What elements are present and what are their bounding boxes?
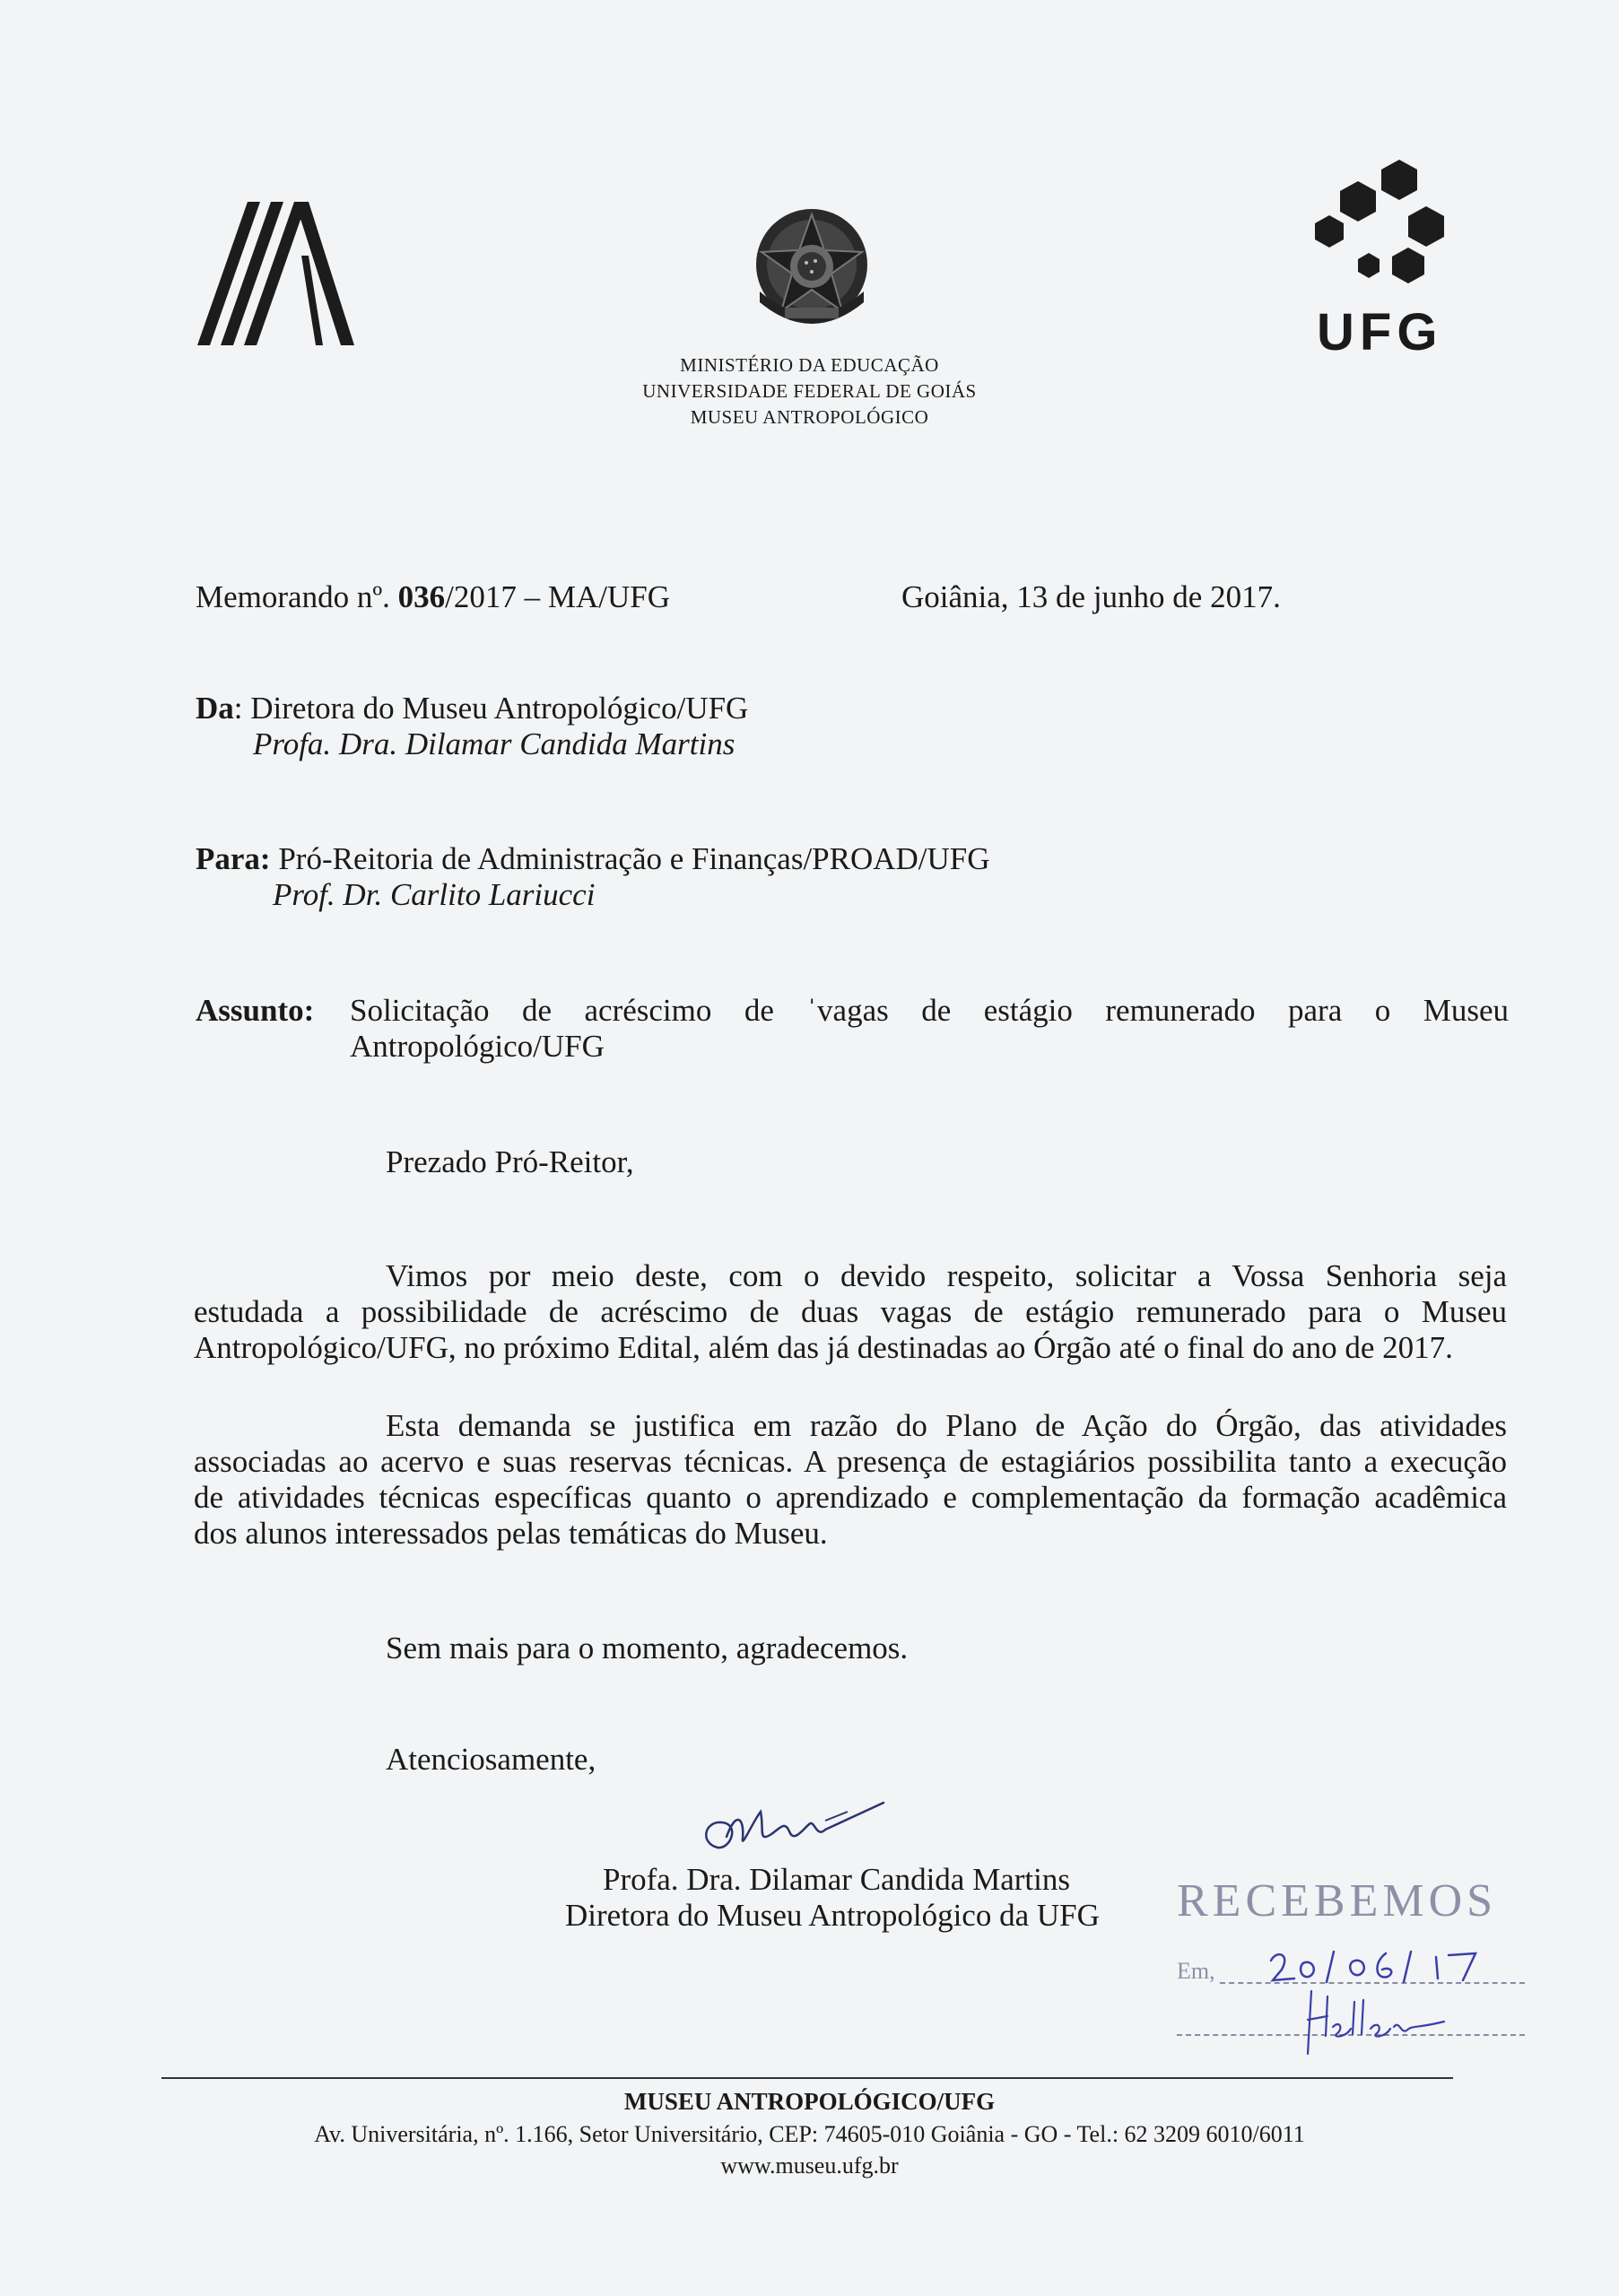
stamp-name-handwritten [1301, 1984, 1462, 2056]
stamp-date-handwritten [1260, 1944, 1511, 1989]
museum-line: MUSEU ANTROPOLÓGICO [690, 406, 929, 428]
subject-line-1: Solicitação de acréscimo de ˈvagas de estágio remunerado para o Museu [350, 993, 1509, 1028]
memo-number-suffix: /2017 – MA/UFG [445, 579, 671, 614]
brazil-coat-of-arms-emblem [749, 202, 875, 335]
museum-chevron-logo [197, 202, 354, 345]
to-unit: Pró-Reitoria de Administração e Finanças/PROAD/UFG [270, 841, 990, 876]
paragraph2-line-1: Esta demanda se justifica em razão do Plano de Ação do Órgão, das atividades [386, 1408, 1507, 1443]
regards: Atenciosamente, [386, 1742, 596, 1777]
ministry-line: MINISTÉRIO DA EDUCAÇÃO [680, 354, 939, 376]
to-person: Prof. Dr. Carlito Lariucci [273, 877, 596, 912]
ufg-logo-text: UFG [1317, 303, 1443, 361]
paragraph1-line-1: Vimos por meio deste, com o devido respeito, solicitar a Vossa Senhoria seja [386, 1258, 1507, 1293]
salutation: Prezado Pró-Reitor, [386, 1144, 634, 1179]
from-person: Profa. Dra. Dilamar Candida Martins [253, 726, 736, 761]
footer-website: www.museu.ufg.br [720, 2152, 899, 2179]
memo-number [196, 579, 670, 615]
signature-role: Diretora do Museu Antropológico da UFG [565, 1898, 1100, 1933]
received-stamp-em-label: Em, [1177, 1958, 1215, 1984]
memo-date: Goiânia, 13 de junho de 2017. [901, 579, 1281, 614]
signature-name: Profa. Dra. Dilamar Candida Martins [603, 1862, 1070, 1897]
subject-line-2: Antropológico/UFG [350, 1029, 605, 1064]
received-stamp-title: RECEBEMOS [1177, 1875, 1498, 1926]
subject-label: Assunto: [196, 993, 315, 1028]
from-line [196, 691, 748, 726]
footer-rule [161, 2077, 1453, 2079]
to-line [196, 841, 990, 877]
paragraph2-line-4: dos alunos interessados pelas temáticas do Museu. [194, 1516, 828, 1551]
footer-title: MUSEU ANTROPOLÓGICO/UFG [623, 2088, 996, 2115]
paragraph2-line-2: associadas ao acervo e suas reservas técnicas. A presença de estagiários possibilita tanto a execução [194, 1444, 1507, 1479]
signature-scribble [691, 1794, 888, 1866]
paragraph2-line-3: de atividades técnicas específicas quanto o aprendizado e complementação da formação acadêmica [194, 1480, 1507, 1515]
to-label: Para: [196, 841, 271, 876]
closing: Sem mais para o momento, agradecemos. [386, 1631, 909, 1665]
from-unit: : Diretora do Museu Antropológico/UFG [233, 691, 749, 726]
memo-number-prefix: Memorando nº. [196, 579, 398, 614]
footer-address: Av. Universitária, nº. 1.166, Setor Universitário, CEP: 74605-010 Goiânia - GO - Tel.: 62 3209 6010/6011 [314, 2121, 1305, 2147]
paragraph1-line-3: Antropológico/UFG, no próximo Edital, além das já destinadas ao Órgão até o final do ano de 2017. [194, 1330, 1453, 1365]
memo-number-bold: 036 [397, 579, 446, 614]
ufg-hexagon-logo [1311, 160, 1446, 290]
university-line: UNIVERSIDADE FEDERAL DE GOIÁS [642, 380, 977, 402]
from-label: Da [196, 691, 234, 726]
paragraph1-line-2: estudada a possibilidade de acréscimo de duas vagas de estágio remunerado para o Museu [194, 1294, 1507, 1329]
